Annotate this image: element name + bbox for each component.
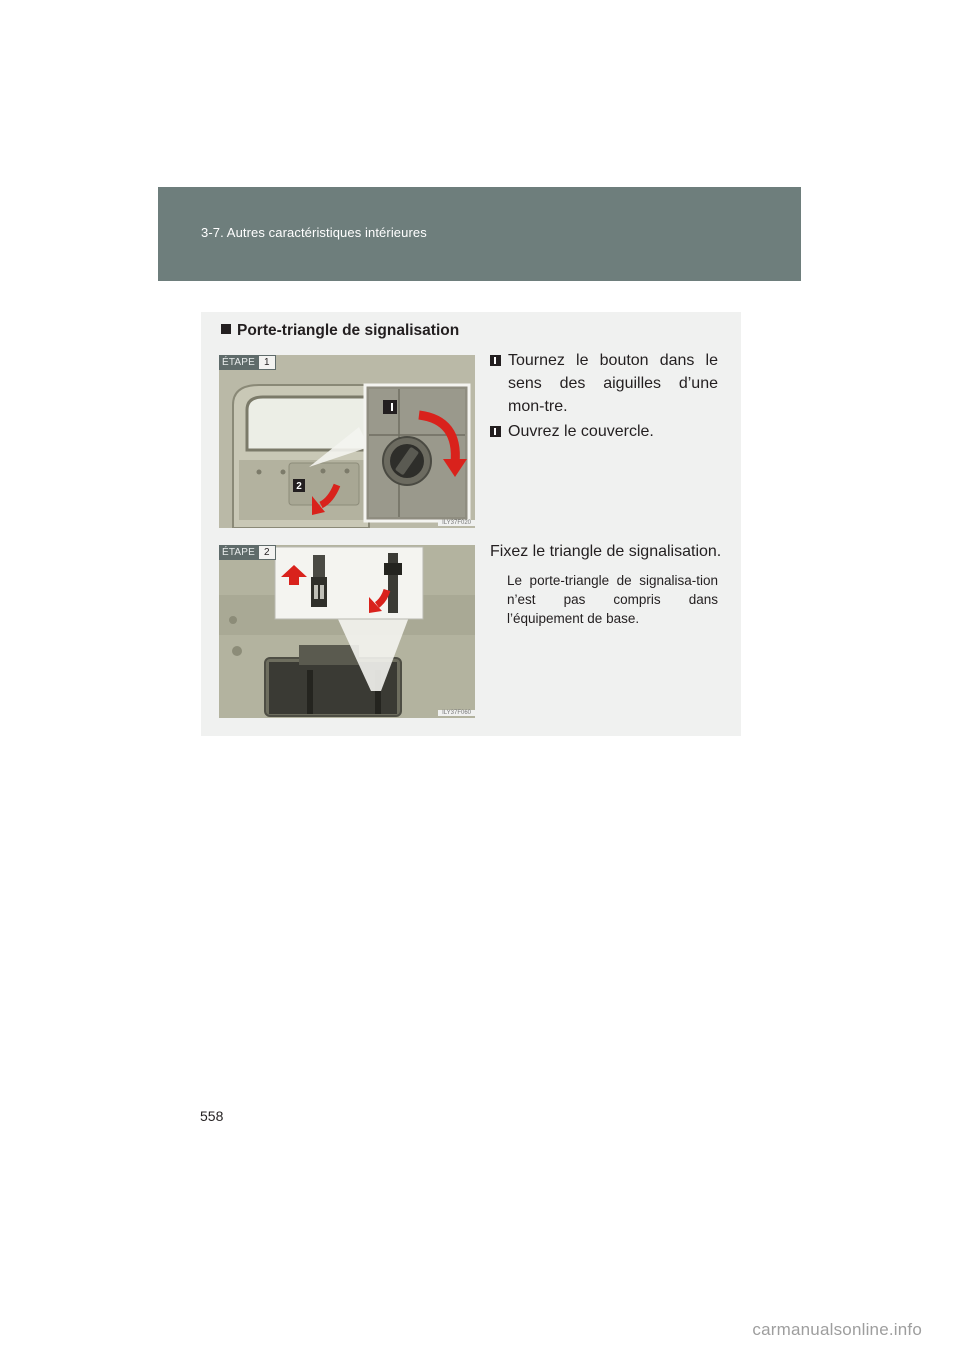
step-2-figure-code: ILY37F060 <box>438 710 475 716</box>
number-2-icon <box>490 426 501 437</box>
watermark: carmanualsonline.info <box>752 1320 922 1339</box>
section-title <box>221 322 459 340</box>
content-panel <box>201 312 741 736</box>
step-1-tag <box>219 355 276 370</box>
step-1-word: ÉTAPE <box>219 355 258 370</box>
section-header <box>158 187 801 281</box>
step-2-note: Le porte-triangle de signalisa-tion n’est pas compris dans l’équipement de base. <box>507 573 718 626</box>
step-2-tag <box>219 545 276 560</box>
step-2-instruction <box>490 540 730 563</box>
step-1-item-1-text: Tournez le bouton dans le sens des aiguilles d’une mon-tre. <box>508 352 718 415</box>
step-1-number: 1 <box>258 355 276 370</box>
section-title-text: Porte-triangle de signalisation <box>237 322 460 339</box>
step-1-item-2 <box>490 420 718 443</box>
step-2-number: 2 <box>258 545 276 560</box>
step-2-figure <box>219 545 475 718</box>
step-1-figure <box>219 355 475 528</box>
step-2-word: ÉTAPE <box>219 545 258 560</box>
step-1-instructions <box>490 349 718 443</box>
triangle-holder-illustration <box>219 545 475 718</box>
step-1-item-2-text: Ouvrez le couvercle. <box>508 423 654 440</box>
step-1-figure-code: ILY37F020 <box>438 520 475 526</box>
step-1-item-1 <box>490 349 718 418</box>
figure-1-callout-2: 2 <box>296 481 302 492</box>
tailgate-knob-illustration <box>219 355 475 528</box>
step-2-text: Fixez le triangle de signalisation. <box>490 543 722 560</box>
number-1-icon <box>490 355 501 366</box>
page-number: 558 <box>200 1108 224 1124</box>
section-header-title: 3-7. Autres caractéristiques intérieures <box>201 225 427 240</box>
square-bullet-icon <box>221 324 231 334</box>
